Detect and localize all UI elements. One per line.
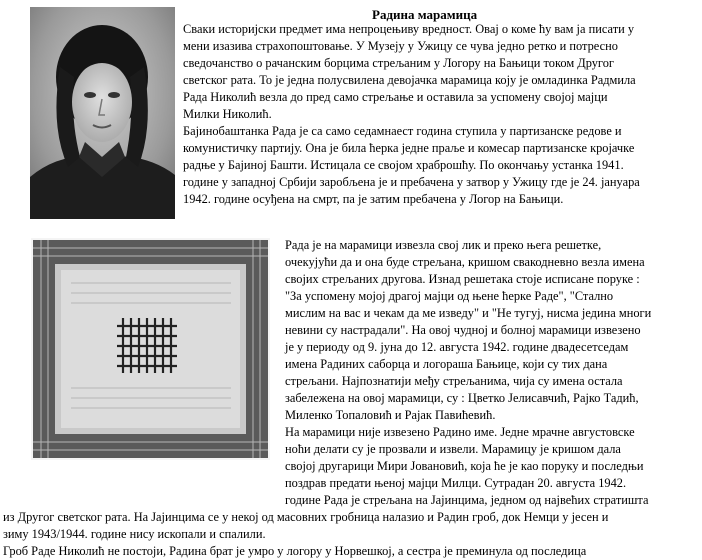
paragraph-line: мени изазива страхопоштовање. У Музеју у Ужицу се чува једно ретко и потресно <box>183 39 618 53</box>
paragraph-line: Гроб Раде Николић не постоји, Радина брат је умро у логору у Норвешкој, а сестра је преминула од последица <box>3 544 587 558</box>
page-title: Радина марамица <box>372 7 478 22</box>
paragraph-line: радње у Бајиној Башти. Истицала се својом храброшћу. По окончању устанка 1941. <box>183 158 624 172</box>
paragraph-line: комунистичку партију. Она је била ћерка једне праље и комесар партизанске кројачке <box>183 141 635 155</box>
paragraph-line: На марамици није извезено Радино име. Једне мрачне августовске <box>285 425 635 439</box>
paragraph-line: забележена на овој марамици, су : Цветко Јелисавчић, Рајко Тадић, <box>285 391 639 405</box>
paragraph-line: ноћи делати су је прозвали и извели. Марамицу је кришом дала <box>285 442 621 456</box>
paragraph-line: имена Радиних саборца и логораша Бањице, који су тих дана <box>285 357 608 371</box>
paragraph-line: је у периоду од 9. јуна до 12. августа 1942. године двадесетседам <box>285 340 629 354</box>
paragraph-line: поздрав предати њеној мајци Милци. Сутрадан 20. августа 1942. <box>285 476 627 490</box>
paragraph-line: Рада Николић везла до пред само стрељање и оставила за успомену својој мајци <box>183 90 608 104</box>
paragraph-line: Милки Николић. <box>183 107 272 121</box>
paragraph-line: невини су настрадали". На овој чудној и болној марамици извезено <box>285 323 641 337</box>
paragraph-line: 1942. године осуђена на смрт, па је затим пребачена у Логор на Бањици. <box>183 192 564 206</box>
paragraph-line: светског рата. То је једна полусвилена девојачка марамица коју је омладинка Радмила <box>183 73 636 87</box>
paragraph-line: Миленко Топаловић и Рајак Павићевић. <box>285 408 496 422</box>
paragraph-line: очекујући да и она буде стрељана, кришом свакодневно везла имена <box>285 255 645 269</box>
paragraph-line: зиму 1943/1944. године нису ископали и спалили. <box>3 527 266 541</box>
paragraph-line: Бајинобаштанка Рада је са само седамнаест година ступила у партизанске редове и <box>183 124 622 138</box>
handkerchief-photo <box>31 238 270 460</box>
paragraph-line: Сваки историјски предмет има непроцењиву вредност. Овај о коме ћу вам ја писати у <box>183 22 635 36</box>
paragraph-line: стрељани. Најпознатији међу стрељанима, чија су имена остала <box>285 374 623 388</box>
paragraph-line: сведочанство о рачанским борцима стрељаним у Логору на Бањици током Другог <box>183 56 614 70</box>
paragraph-line: године Рада је стрељана на Јајинцима, једном од највећих стратишта <box>285 493 649 507</box>
portrait-photo <box>30 7 175 219</box>
paragraph-line: Рада је на марамици извезла свој лик и преко њега решетке, <box>285 238 602 252</box>
paragraph-line: "За успомену мојој драгој мајци од њене ћерке Раде", "Стално <box>285 289 614 303</box>
paragraph-line: мислим на вас и чекам да ме изведу" и "Не тугуј, нисма једина многи <box>285 306 652 320</box>
paragraph-line: године у западној Србији заробљена је и пребачена у затвор у Ужицу где је 24. јануара <box>183 175 640 189</box>
paragraph-line: својих стрељаних другова. Изнад решетака стоје исписане поруке : <box>285 272 640 286</box>
paragraph-line: из Другог светског рата. На Јајинцима се у некој од масовних гробница налазио и Радин гроб, док Немци у јесен и <box>3 510 609 524</box>
paragraph-line: својој другарици Мири Јовановић, која ће је као поруку и последњи <box>285 459 644 473</box>
